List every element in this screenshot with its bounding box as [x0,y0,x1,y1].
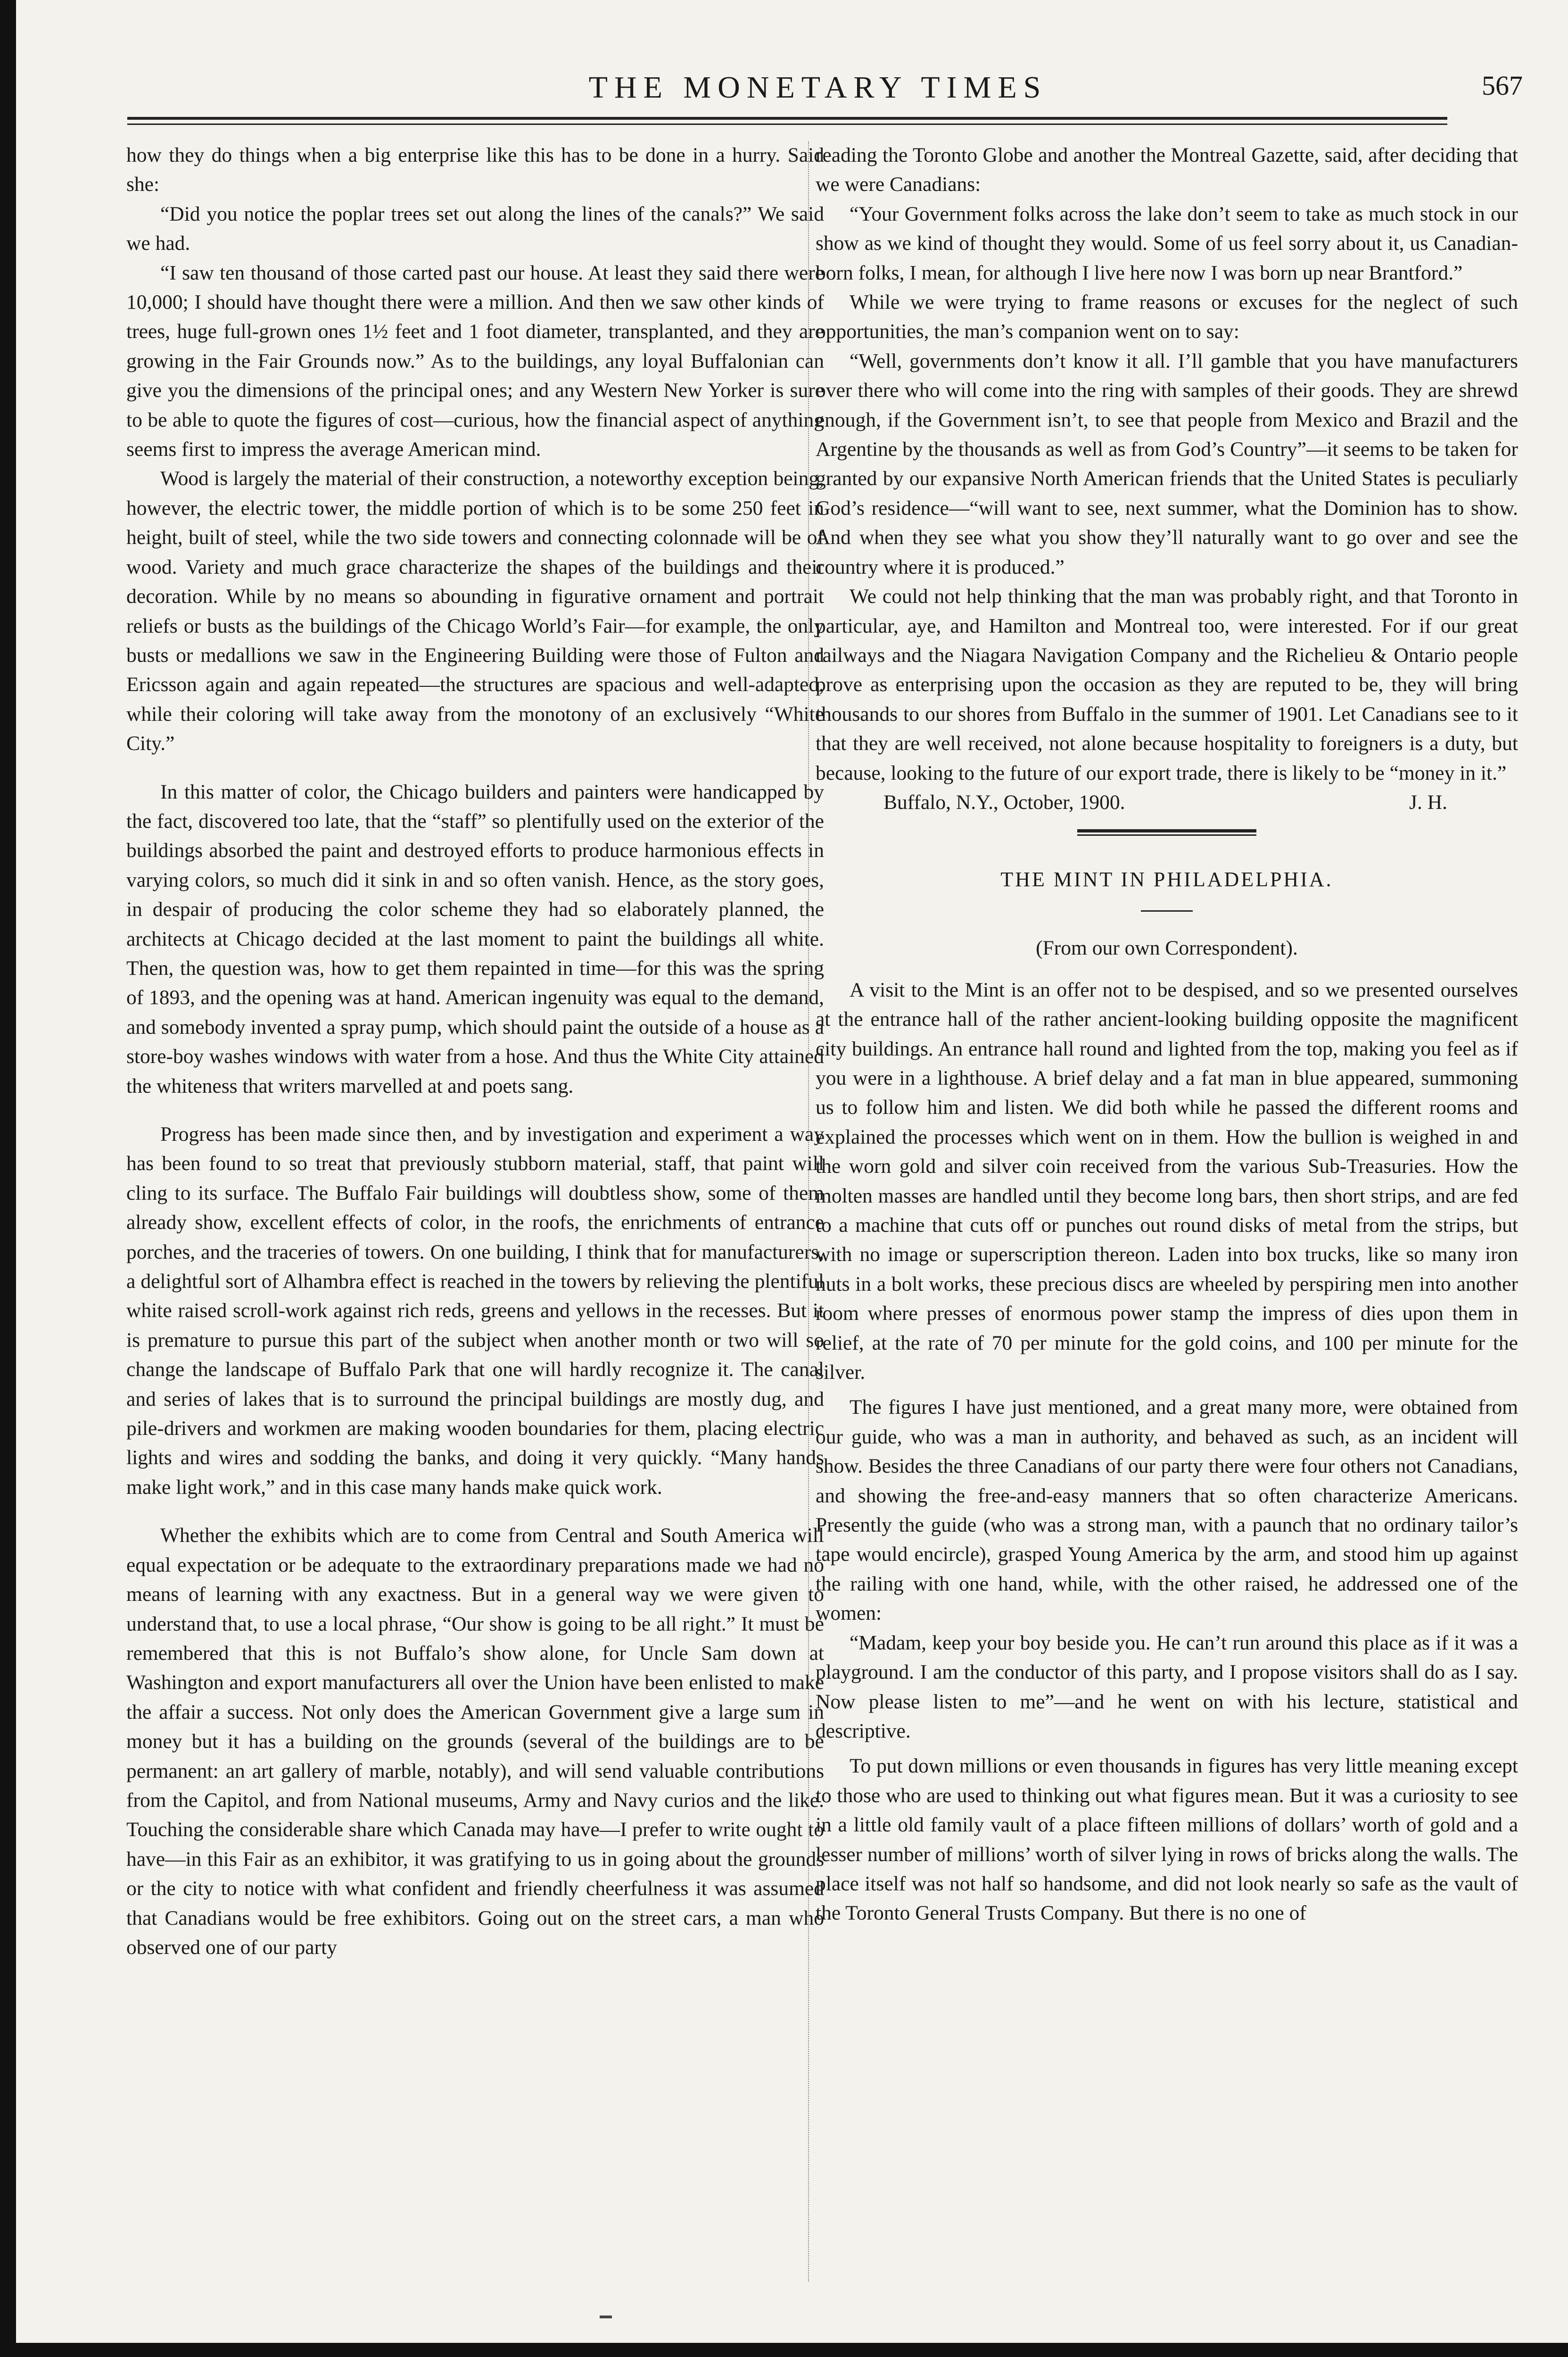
scan-bottom-shadow [0,2343,1568,2357]
paragraph: The figures I have just mentioned, and a great many more, were obtained from our guide, who was a man in authority, and behaved as such, as an incident will show. Besides the three Canadians of our party there were four others not Canadians, and showing the free-and-easy manners that so often characterize Americans. Presently the guide (who was a strong man, with a paunch that no ordinary tailor’s tape would encircle), grasped Young America by the arm, and stood him up against the railing with one hand, while, with the other raised, he addressed one of the women: [816,1396,1518,1625]
paragraph: reading the Toronto Globe and another the Montreal Gazette, said, after deciding that we were Canadians: [816,144,1518,196]
paragraph: Whether the exhibits which are to come from Central and South America will equal expectation or be adequate to the extraordinary preparations made we had no means of learning with any exactness. But in a general way we were given to understand that, to use a local phrase, “Our show is going to be all right.” It must be remembered that this is not Buffalo’s show alone, for Uncle Sam down at Washington and export manufacturers all over the Union have been enlisted to make the affair a success. Not only does the American Government give a large sum in money but it has a building on the grounds (several of the buildings are to be permanent: an art gallery of marble, notably), and will send valuable contributions from the Capitol, and from National museums, Army and Navy curios and the like. Touching the considerable share which Canada may have—I prefer to write ought to have—in this Fair as an exhibitor, it was gratifying to us in going about the grounds or the city to notice with what confident and friendly cheerfulness it was assumed that Canadians would be free exhibitors. Going out on the street cars, a man who observed one of our party [126,1524,824,1959]
header-rule [127,117,1447,120]
dateline-place: Buffalo, N.Y., October, 1900. [883,791,1125,814]
paragraph: how they do things when a big enterprise like this has to be done in a hurry. Said she: [126,144,824,196]
paragraph: Progress has been made since then, and by investigation and experiment a way has been found to so treat that previously stubborn material, staff, that paint will cling to its surface. The Buffalo Fair buildings will doubtless show, some of them already show, excellent effects of color, in the roofs, the enrichments of entrance porches, and the traceries of towers. On one building, I think that for manufacturers, a delightful sort of Alhambra effect is reached in the towers by relieving the plentiful white raised scroll-work against rich reds, greens and yellows in the recesses. But it is premature to pursue this part of the subject when another month or two will so change the landscape of Buffalo Park that one will hardly recognize it. The canal and series of lakes that is to surround the principal buildings are mostly dug, and pile-drivers and workmen are making wooden boundaries for them, placing electric lights and wires and sodding the banks, and doing it very quickly. “Many hands make light work,” and in this case many hands make quick work. [126,1123,824,1499]
journal-title: THE MONETARY TIMES [588,70,1048,105]
author-initials: J. H. [1409,791,1447,814]
page-header [113,70,1523,122]
paragraph: A visit to the Mint is an offer not to be despised, and so we presented ourselves at the entrance hall of the rather ancient-looking building opposite the magnificent city buildings. An entrance hall round and lighted from the top, making you feel as if you were in a lighthouse. A brief delay and a fat man in blue appeared, summoning us to follow him and listen. We did both while he passed the different rooms and explained the processes which went on in them. How the bullion is weighed in and the worn gold and silver coin received from the various Sub-Treasuries. How the molten masses are handled until they become long bars, then short strips, and are fed to a machine that cuts off or punches out round disks of metal from the strips, but with no image or superscription thereon. Laden into box trucks, like so many iron nuts in a bolt works, these precious discs are wheeled by perspiring men into another room where presses of enormous power stamp the impress of dies upon them in relief, at the rate of 70 per minute for the gold coins, and 100 per minute for the silver. [816,978,1518,1384]
left-column [126,140,824,1962]
paragraph: While we were trying to frame reasons or excuses for the neglect of such opportunities, the man’s companion went on to say: [816,291,1518,343]
article-title: THE MINT IN PHILADELPHIA. [1000,867,1333,891]
right-column [816,140,1518,1928]
page-number: 567 [1482,70,1523,101]
print-mark [600,2316,612,2318]
article-separator-rule [1077,829,1256,832]
dateline [816,788,1518,817]
paragraph: “Did you notice the poplar trees set out along the lines of the canals?” We said we had. [126,202,824,255]
paragraph: To put down millions or even thousands in figures has very little meaning except to those who are used to thinking out what figures mean. But it was a curiosity to see in a little old family vault of a place fifteen millions of dollars’ worth of gold and a lesser number of millions’ worth of silver lying in rows of bricks along the walls. The place itself was not half so handsome, and did not look nearly so safe as the vault of the Toronto General Trusts Company. But there is no one of [816,1755,1518,1925]
paragraph: “Madam, keep your boy beside you. He can’t run around this place as if it was a playground. I am the conductor of this party, and I propose visitors shall do as I say. Now please listen to me”—and he went on with his lecture, statistical and descriptive. [816,1631,1518,1742]
paragraph: “I saw ten thousand of those carted past our house. At least they said there were 10,000; I should have thought there were a million. And then we saw other kinds of trees, huge full-grown ones 1½ feet and 1 foot diameter, transplanted, and they are growing in the Fair Grounds now.” As to the buildings, any loyal Buffalonian can give you the dimensions of the principal ones; and any Western New Yorker is sure to be able to quote the figures of cost—curious, how the financial aspect of anything seems first to impress the average American mind. [126,261,824,461]
paragraph: We could not help thinking that the man was probably right, and that Toronto in particular, aye, and Hamilton and Montreal too, were interested. For if our great railways and the Niagara Navigation Company and the Richelieu & Ontario people prove as enterprising upon the occasion as they are reputed to be, they will bring thousands to our shores from Buffalo in the summer of 1901. Let Canadians see to it that they are well received, not alone because hospitality to foreigners is a duty, but because, looking to the future of our export trade, there is likely to be “money in it.” [816,585,1518,784]
paragraph: In this matter of color, the Chicago builders and painters were handicapped by the fact, discovered too late, that the “staff” so plentifully used on the exterior of the buildings absorbed the paint and destroyed efforts to produce harmonious effects in varying colors, so much did it sink in and so often vanish. Hence, as the story goes, in despair of producing the color scheme they had so elaborately planned, the architects at Chicago decided at the last moment to paint the buildings all white. Then, the question was, how to get them repainted in time—for this was the spring of 1893, and the opening was at hand. American ingenuity was equal to the demand, and somebody invented a spray pump, which should paint the outside of a house as a store-boy washes windows with water from a hose. And thus the White City attained the whiteness that writers marvelled at and poets sang. [126,780,824,1097]
header-rule-thin [127,124,1447,125]
byline: (From our own Correspondent). [1036,937,1298,960]
scan-edge-shadow [0,0,16,2357]
paragraph: “Your Government folks across the lake don’t seem to take as much stock in our show as we kind of thought they would. Some of us feel sorry about it, us Canadian-born folks, I mean, for although I live here now I was born up near Brantford.” [816,202,1518,284]
title-rule [1141,910,1193,912]
paragraph: Wood is largely the material of their construction, a noteworthy exception being, however, the electric tower, the middle portion of which is to be some 250 feet in height, built of steel, while the two side towers and connecting colonnade will be of wood. Variety and much grace characterize the shapes of the buildings and their decoration. While by no means so abounding in figurative ornament and portrait reliefs or busts as the buildings of the Chicago World’s Fair—for example, the only busts or medallions we saw in the Engineering Building were those of Fulton and Ericsson again and again repeated—the structures are spacious and well-adapted, while their coloring will take away from the monotony of an exclusively “White City.” [126,467,824,755]
article-separator-rule-thin [1077,834,1256,836]
paragraph: “Well, governments don’t know it all. I’ll gamble that you have manufacturers over there who will come into the ring with samples of their goods. They are shrewd enough, if the Government isn’t, to see that people from Mexico and Brazil and the Argentine by the thousands as well as from God’s Country”—it seems to be taken for granted by our expansive North American friends that the United States is peculiarly God’s residence—“will want to see, next summer, what the Dominion has to show. And when they see what you show they’ll naturally want to go over and see the country where it is produced.” [816,349,1518,578]
